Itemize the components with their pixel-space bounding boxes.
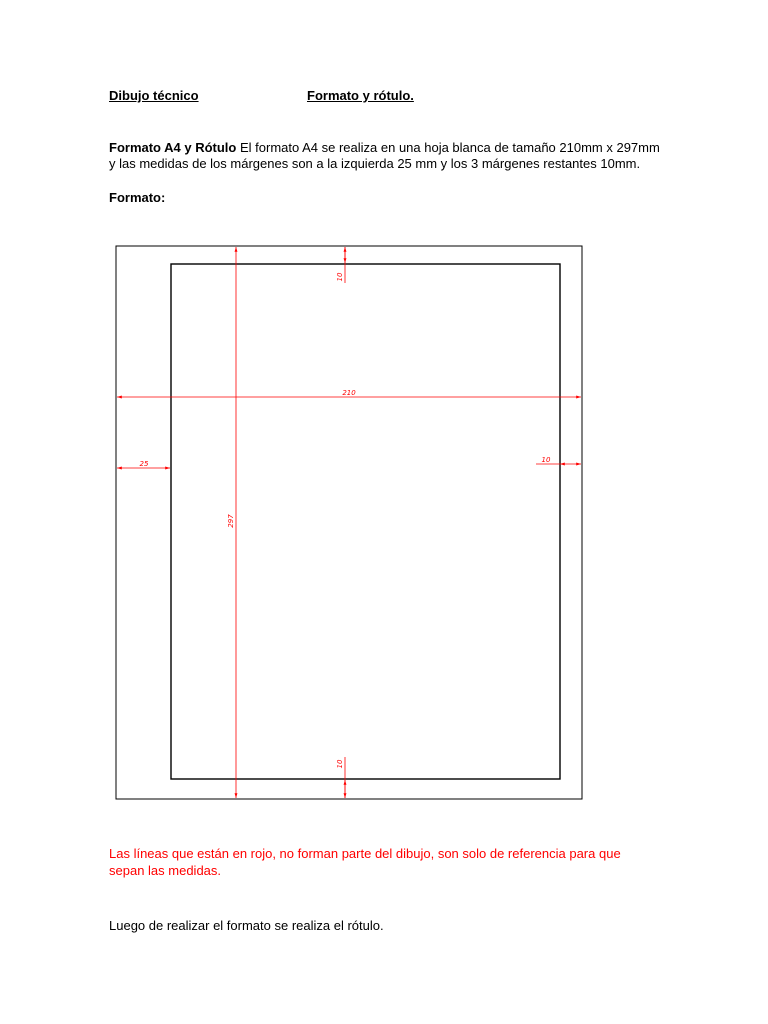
closing-text: Luego de realizar el formato se realiza el rótulo. <box>109 918 384 933</box>
intro-lead-bold: Formato A4 y Rótulo <box>109 140 237 155</box>
left-margin-label: 25 <box>139 460 149 468</box>
title-left: Dibujo técnico <box>109 88 199 103</box>
note-line-2: sepan las medidas. <box>109 863 222 878</box>
bottom-margin-label: 10 <box>336 759 344 769</box>
note-line-1: Las líneas que están en rojo, no forman parte del dibujo, son solo de referencia para que <box>109 846 621 861</box>
height-label: 297 <box>227 514 235 528</box>
sheet-border <box>116 246 582 799</box>
right-margin-label: 10 <box>541 456 551 464</box>
intro-lead-text: El formato A4 se realiza en una hoja blanca de tamaño 210mm x 297mm <box>236 140 660 155</box>
top-margin-label: 10 <box>336 272 344 282</box>
section-label: Formato: <box>109 190 166 205</box>
intro-line-2: y las medidas de los márgenes son a la izquierda 25 mm y los 3 márgenes restantes 10mm. <box>109 156 641 171</box>
title-right: Formato y rótulo. <box>307 88 414 103</box>
dimension-lines <box>117 247 581 798</box>
width-label: 210 <box>342 389 356 397</box>
